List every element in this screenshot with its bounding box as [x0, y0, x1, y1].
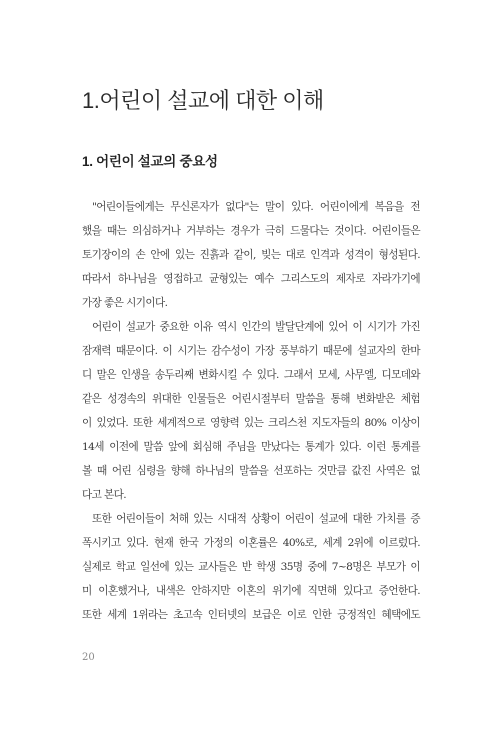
paragraph-line: 실제로 학교 일선에 있는 교사들은 반 학생 35명 중에 7~8명은 부모가 이: [82, 561, 420, 573]
paragraph-line: 14세 이전에 말씀 앞에 회심해 주님을 만났다는 통계가 있다. 이런 통계를: [82, 441, 420, 453]
paragraph-line: 다고 본다.: [82, 489, 127, 501]
paragraph-line: 이 있었다. 또한 세계적으로 영향력 있는 크리스천 지도자들의 80% 이상이: [82, 417, 420, 429]
paragraph-line: 볼 때 어린 심령을 향해 하나님의 말씀을 선포하는 것만큼 값진 사역은 없: [82, 465, 420, 477]
paragraph-line: 폭시키고 있다. 현재 한국 가정의 이혼률은 40%로, 세계 2위에 이르렀다.: [82, 537, 420, 549]
chapter-title: 1.어린이 설교에 대한 이해: [82, 88, 324, 113]
paragraph-line: 미 이혼했거나, 내색은 안하지만 이혼의 위기에 직면해 있다고 증언한다.: [82, 585, 420, 597]
paragraph-line: 같은 성경속의 위대한 인물들은 어린시절부터 말씀을 통해 변화받은 체험: [82, 393, 420, 405]
paragraph-line: 또한 세계 1위라는 초고속 인터넷의 보급은 이로 인한 긍정적인 혜택에도: [82, 609, 420, 621]
paragraph-line: "어린이들에게는 무신론자가 없다"는 말이 있다. 어린이에게 복음을 전: [92, 201, 420, 213]
section-title: 1. 어린이 설교의 중요성: [82, 154, 218, 169]
page-number: 20: [82, 652, 95, 663]
paragraph-line: 어린이 설교가 중요한 이유 역시 인간의 발달단계에 있어 이 시기가 가진: [92, 321, 420, 333]
paragraph-line: 또한 어린이들이 처해 있는 시대적 상황이 어린이 설교에 대한 가치를 증: [92, 513, 420, 525]
paragraph-line: 디 말은 인생을 송두리째 변화시킬 수 있다. 그래서 모세, 사무엘, 디모데와: [82, 369, 420, 381]
paragraph-line: 토기장이의 손 안에 있는 진흙과 같이, 빚는 대로 인격과 성격이 형성된다.: [82, 249, 420, 261]
body-text: [82, 195, 420, 627]
paragraph-line: 가장 좋은 시기이다.: [82, 297, 168, 309]
paragraph-line: 따라서 하나님을 영접하고 균형있는 예수 그리스도의 제자로 자라가기에: [82, 273, 420, 285]
paragraph-line: 잠재력 때문이다. 이 시기는 감수성이 가장 풍부하기 때문에 설교자의 한마: [82, 345, 420, 357]
paragraph-line: 했을 때는 의심하거나 거부하는 경우가 극히 드물다는 것이다. 어린이들은: [82, 225, 420, 237]
